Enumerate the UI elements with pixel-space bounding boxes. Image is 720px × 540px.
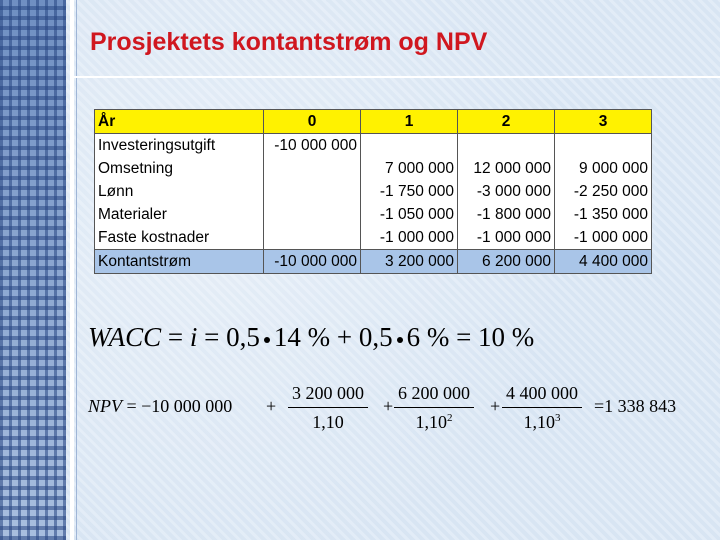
total-label: Kontantstrøm	[95, 250, 264, 274]
table-cell	[361, 134, 458, 158]
table-cell: -10 000 000	[264, 134, 361, 158]
table-cell: -1 000 000	[458, 226, 555, 250]
table-cell: 9 000 000	[555, 157, 652, 180]
side-divider	[70, 0, 74, 540]
total-cell: 3 200 000	[361, 250, 458, 274]
fraction-numerator: 4 400 000	[506, 383, 578, 403]
table-cell: -1 050 000	[361, 203, 458, 226]
wacc-formula	[88, 322, 534, 353]
table-cell	[264, 157, 361, 180]
npv-initial: = −10 000 000	[126, 396, 233, 416]
npv-symbol: NPV	[88, 396, 122, 416]
header-cell: År	[95, 110, 264, 134]
header-cell: 3	[555, 110, 652, 134]
table-row	[95, 180, 652, 203]
fraction-bar	[502, 407, 582, 408]
row-label: Lønn	[95, 180, 264, 203]
table-cell: -1 350 000	[555, 203, 652, 226]
row-label: Investeringsutgift	[95, 134, 264, 158]
total-cell: 4 400 000	[555, 250, 652, 274]
table-total-row	[95, 250, 652, 274]
fraction-bar	[288, 407, 368, 408]
wacc-term-1: 14 % + 0,5	[273, 322, 393, 352]
decorative-side-strip	[0, 0, 66, 540]
table-cell: 7 000 000	[361, 157, 458, 180]
side-divider-thin	[76, 0, 77, 540]
fraction-denominator: 1,10	[312, 412, 344, 432]
fraction-denominator: 1,10$^2$	[415, 412, 453, 432]
table-header-row	[95, 110, 652, 134]
row-label: Omsetning	[95, 157, 264, 180]
table-row	[95, 226, 652, 250]
title-underline	[74, 76, 720, 78]
table-cell: -1 000 000	[361, 226, 458, 250]
total-cell: -10 000 000	[264, 250, 361, 274]
wacc-i: i	[189, 322, 198, 352]
table-cell: -2 250 000	[555, 180, 652, 203]
table-row	[95, 157, 652, 180]
table-cell	[555, 134, 652, 158]
plus-sign: +	[490, 396, 501, 416]
table-cell: -1 750 000	[361, 180, 458, 203]
wacc-term-2: 6 % = 10 %	[406, 322, 535, 352]
table-cell: 12 000 000	[458, 157, 555, 180]
fraction-numerator: 6 200 000	[398, 383, 470, 403]
table-row	[95, 134, 652, 158]
wacc-equals: =	[167, 322, 184, 352]
wacc-weight-1: = 0,5	[204, 322, 260, 352]
fraction-denominator: 1,10$^3$	[523, 412, 561, 432]
multiply-dot	[264, 337, 270, 343]
npv-result: =1 338 843	[594, 396, 677, 416]
npv-fraction-3	[502, 383, 582, 433]
table-cell	[264, 203, 361, 226]
header-cell: 2	[458, 110, 555, 134]
plus-sign: +	[266, 396, 277, 416]
total-cell: 6 200 000	[458, 250, 555, 274]
table-cell: -3 000 000	[458, 180, 555, 203]
slide-title: Prosjektets kontantstrøm og NPV	[90, 28, 488, 56]
fraction-numerator: 3 200 000	[292, 383, 364, 403]
fraction-bar	[394, 407, 474, 408]
header-cell: 0	[264, 110, 361, 134]
plus-sign: +	[383, 396, 394, 416]
header-cell: 1	[361, 110, 458, 134]
table-cell	[264, 180, 361, 203]
table-row	[95, 203, 652, 226]
wacc-symbol: WACC	[88, 322, 162, 352]
cashflow-table	[94, 109, 652, 274]
table-cell	[458, 134, 555, 158]
npv-fraction-1	[288, 383, 368, 433]
table-cell	[264, 226, 361, 250]
table-cell: -1 000 000	[555, 226, 652, 250]
npv-fraction-2	[394, 383, 474, 433]
row-label: Faste kostnader	[95, 226, 264, 250]
npv-formula-start	[88, 396, 232, 417]
table-cell: -1 800 000	[458, 203, 555, 226]
multiply-dot	[397, 337, 403, 343]
row-label: Materialer	[95, 203, 264, 226]
